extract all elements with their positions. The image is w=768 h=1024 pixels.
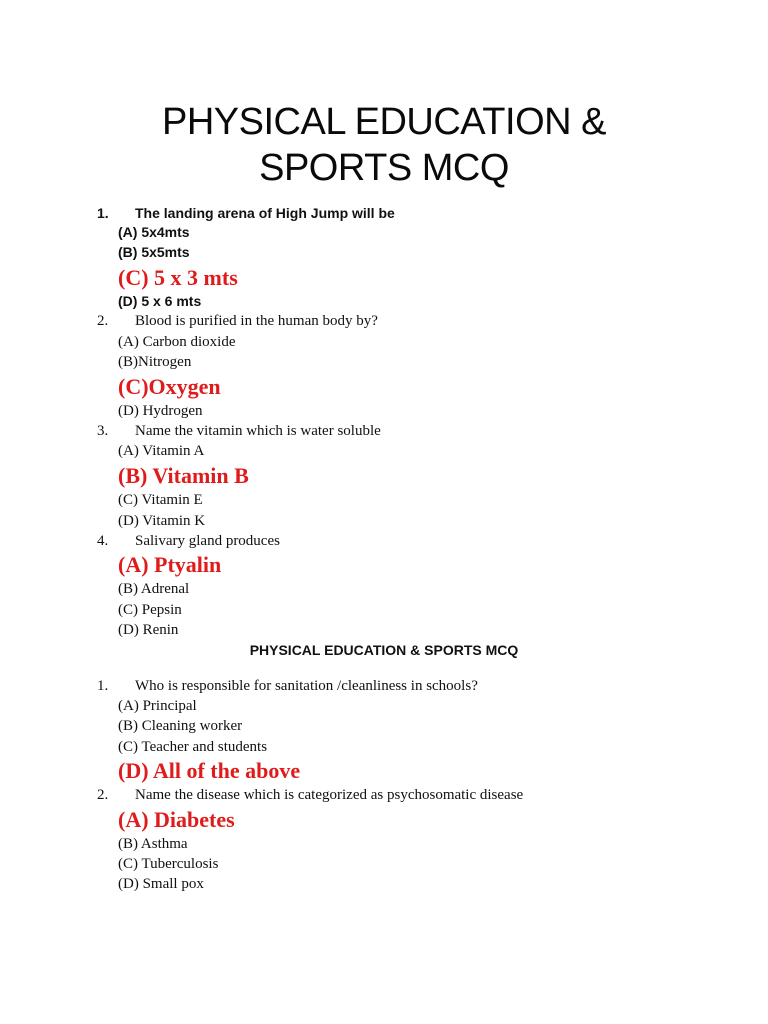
option: (C) Tuberculosis [118, 856, 219, 872]
question-text: Name the vitamin which is water soluble [135, 423, 381, 439]
question-number: 3. [97, 423, 109, 439]
option: (B)Nitrogen [118, 354, 192, 370]
document-title-line-1: PHYSICAL EDUCATION & [162, 101, 606, 143]
option: (A) 5x4mts [118, 224, 190, 240]
question-number: 2. [97, 313, 109, 329]
option: (B) 5x5mts [118, 244, 190, 260]
question-text: Salivary gland produces [135, 533, 280, 549]
correct-answer: (A) Ptyalin [118, 552, 222, 577]
question-text: Name the disease which is categorized as psychosomatic disease [135, 787, 524, 803]
correct-answer: (D) All of the above [118, 758, 301, 783]
option: (D) 5 x 6 mts [118, 293, 202, 309]
option: (C) Teacher and students [118, 739, 268, 755]
question-number: 2. [97, 787, 109, 803]
correct-answer: (C)Oxygen [118, 374, 221, 399]
question-text: Who is responsible for sanitation /cleanliness in schools? [135, 678, 478, 694]
section-heading: PHYSICAL EDUCATION & SPORTS MCQ [249, 642, 519, 658]
option: (A) Vitamin A [118, 443, 205, 459]
option: (D) Small pox [118, 876, 204, 892]
option: (D) Renin [118, 622, 179, 638]
correct-answer: (C) 5 x 3 mts [118, 265, 238, 290]
document-title-line-2: SPORTS MCQ [259, 147, 509, 189]
option: (A) Carbon dioxide [118, 334, 236, 350]
question-text: Blood is purified in the human body by? [135, 313, 378, 329]
option: (A) Principal [118, 698, 197, 714]
question-number: 1. [97, 205, 109, 221]
option: (D) Hydrogen [118, 403, 203, 419]
option: (B) Cleaning worker [118, 718, 243, 734]
option: (C) Vitamin E [118, 492, 203, 508]
correct-answer: (A) Diabetes [118, 807, 235, 832]
option: (C) Pepsin [118, 602, 182, 618]
question-text: The landing arena of High Jump will be [135, 205, 395, 221]
option: (B) Adrenal [118, 581, 190, 597]
correct-answer: (B) Vitamin B [118, 463, 249, 488]
question-number: 1. [97, 678, 109, 694]
option: (B) Asthma [118, 836, 188, 852]
option: (D) Vitamin K [118, 513, 206, 529]
question-number: 4. [97, 533, 109, 549]
